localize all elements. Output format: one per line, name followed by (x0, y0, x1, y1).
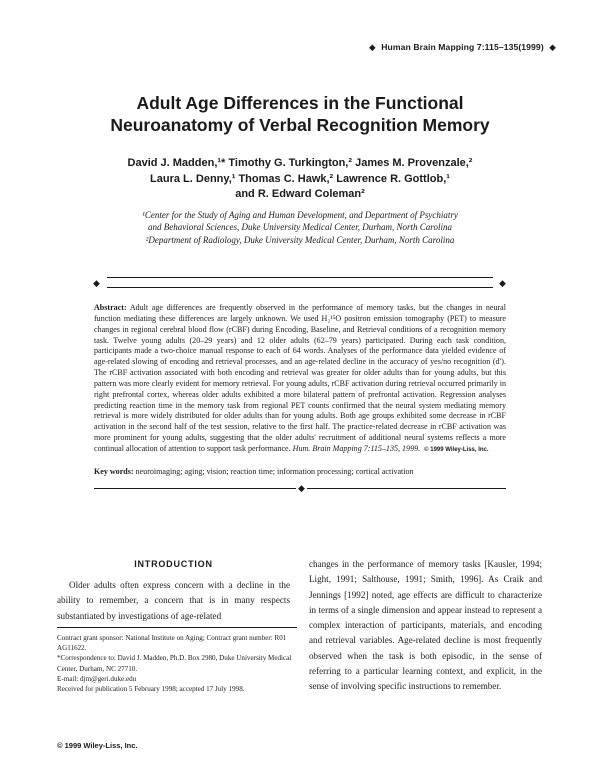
running-head-bullet-left: ◆ (369, 42, 376, 52)
authors-line-1: David J. Madden,¹* Timothy G. Turkington,² James M. Provenzale,² (127, 157, 473, 169)
running-head-bullet-right: ◆ (549, 42, 556, 52)
abstract-text: Adult age differences are frequently observed in the performance of memory tasks, but the changes in neural function mediating these differences are largely unknown. We used H₂¹⁵O positron emission tomography (PET) to measure changes in regional cerebral blood flow (rCBF) during Encoding, Baseline, and Retrieval conditions of a recognition memory task. Twelve young adults (20–29 years) and 12 older adults (62–79 years) participated. During each task condition, participants made a two-choice manual response to each of 64 words. Analyses of the performance data yielded evidence of age-related slowing of encoding and retrieval processes, and an age-related decline in the accuracy of yes/no recognition (d′). The rCBF activation associated with both encoding and retrieval was greater for older adults than for young adults, but this pattern was more clearly evident for memory retrieval. For young adults, rCBF activation during retrieval occurred primarily in right prefrontal cortex, whereas older adults exhibited a more bilateral pattern of prefrontal activation. Regression analyses predicting reaction time in the memory task from regional PET counts confirmed that the neural system mediating memory retrieval is more widely distributed for older adults than for young adults. Both age groups exhibited some decrease in rCBF activation in the second half of the test session, relative to the first half. The practice-related decrease in rCBF activation was more prominent for young adults, suggesting that the older adults' recruitment of additional neural systems reflects a more continual allocation of attention to support task performance. (94, 303, 506, 453)
abstract (94, 303, 506, 456)
footnote-grant: Contract grant sponsor: National Institute on Aging; Contract grant number: R01 AG11622. (57, 634, 287, 653)
title-line-2: Neuroanatomy of Verbal Recognition Memory (110, 115, 490, 135)
author-list (60, 156, 540, 203)
separator-diamond-right: ◆ (499, 278, 506, 288)
keywords-label: Key words: (94, 467, 134, 476)
affiliations (90, 209, 510, 246)
affiliation-line-3: ²Department of Radiology, Duke University Medical Center, Durham, North Carolina (145, 234, 455, 245)
abstract-citation: Hum. Brain Mapping 7:115–135, 1999. (292, 443, 421, 453)
footnote-email: E-mail: djm@geri.duke.edu (57, 674, 137, 683)
separator-rule-bottom (107, 287, 493, 288)
affiliation-line-1: ¹Center for the Study of Aging and Human Development, and Department of Psychiatry (142, 210, 458, 220)
footer-copyright: © 1999 Wiley-Liss, Inc. (57, 741, 138, 750)
affiliation-line-2: and Behavioral Sciences, Duke University Medical Center, Durham, North Carolina (148, 222, 452, 233)
separator-rule-top (107, 277, 493, 278)
article-title (40, 92, 560, 136)
keywords-text: neuroimaging; aging; vision; reaction time; information processing; cortical activation (133, 467, 414, 476)
footnotes (57, 633, 297, 694)
abstract-copyright: © 1999 Wiley-Liss, Inc. (424, 446, 489, 453)
intro-right-column: changes in the performance of memory tasks [Kausler, 1994; Light, 1991; Salthouse, 1991; Smith, 1996]. As Craik and Jennings [1992] noted, age effects are difficult to characterize in terms of a single dimension and appear instead to represent a complex interaction of participants, materials, and encoding and retrieval variables. Age-related decline is most frequently observed when the task is both episodic, in the sense of referring to a particular learning context, and explicit, in the sense of involving specific instructions to remember. (309, 559, 542, 692)
authors-line-3: and R. Edward Coleman² (235, 188, 365, 200)
title-line-1: Adult Age Differences in the Functional (136, 93, 464, 113)
running-head-text: Human Brain Mapping 7:115–135(1999) (381, 42, 544, 52)
footnote-received: Received for publication 5 February 1998; accepted 17 July 1998. (57, 685, 245, 694)
section-heading-introduction: INTRODUCTION (134, 559, 213, 569)
footnote-correspondence: *Correspondence to: David J. Madden, Ph.D. Box 2980, Duke University Medical Center, Durham, NC 27710. (57, 654, 292, 673)
running-head (369, 42, 556, 53)
abstract-label: Abstract: (94, 303, 127, 312)
footnote-rule (57, 627, 297, 628)
separator-diamond-left: ◆ (93, 278, 100, 288)
separator-diamond-keywords: ◆ (298, 483, 305, 493)
keywords (94, 467, 524, 476)
authors-line-2: Laura L. Denny,¹ Thomas C. Hawk,² Lawrence R. Gottlob,¹ (150, 172, 450, 185)
intro-left-column: Older adults often express concern with a decline in the ability to remember, a concern that is in many respects substantiated by investigations of age-related (57, 580, 290, 621)
